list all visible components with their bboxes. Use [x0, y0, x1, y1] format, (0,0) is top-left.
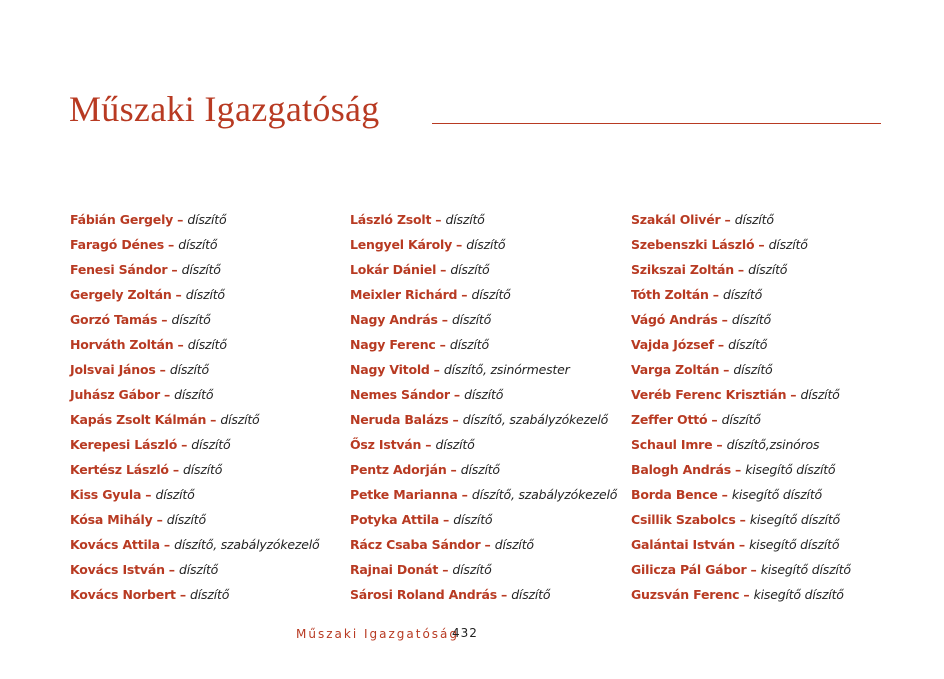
staff-role: díszítő — [464, 387, 504, 402]
separator-dash: – — [758, 237, 765, 252]
page-title: Műszaki Igazgatóság — [69, 89, 380, 129]
staff-entry — [70, 386, 370, 411]
separator-dash: – — [721, 487, 728, 502]
separator-dash: – — [484, 537, 491, 552]
staff-name: Rajnai Donát — [350, 562, 439, 577]
separator-dash: – — [743, 587, 750, 602]
separator-dash: – — [440, 262, 447, 277]
staff-role: díszítő — [728, 337, 768, 352]
staff-role: díszítő — [466, 237, 506, 252]
staff-role: díszítő — [453, 512, 493, 527]
staff-name: Kiss Gyula — [70, 487, 142, 502]
separator-dash: – — [790, 387, 797, 402]
separator-dash: – — [210, 412, 217, 427]
staff-role: díszítő — [722, 287, 763, 302]
separator-dash: – — [716, 437, 723, 452]
separator-dash: – — [175, 287, 182, 302]
staff-role: kisegítő díszítő — [749, 512, 840, 527]
separator-dash: – — [159, 362, 166, 377]
staff-role: kisegítő díszítő — [749, 537, 840, 552]
staff-role: díszítő — [191, 437, 231, 452]
staff-entry — [70, 436, 370, 461]
separator-dash: – — [450, 462, 457, 477]
staff-entry — [350, 586, 650, 611]
separator-dash: – — [500, 587, 508, 602]
staff-entry — [350, 261, 650, 286]
separator-dash: – — [724, 212, 731, 227]
staff-role: díszítő — [220, 412, 260, 427]
staff-entry — [70, 261, 370, 286]
staff-entry — [631, 336, 931, 361]
staff-name: Kertész László — [70, 462, 169, 477]
staff-name: László Zsolt — [350, 212, 432, 227]
staff-role: díszítő — [451, 312, 492, 327]
separator-dash: – — [181, 437, 188, 452]
staff-entry — [350, 486, 650, 511]
staff-entry — [350, 536, 650, 561]
staff-role: díszítő — [748, 262, 788, 277]
separator-dash: – — [161, 312, 168, 327]
staff-entry — [631, 286, 931, 311]
staff-entry — [350, 436, 650, 461]
separator-dash: – — [443, 512, 450, 527]
staff-name: Nagy András — [350, 312, 438, 327]
staff-name: Faragó Dénes — [70, 237, 164, 252]
staff-entry — [631, 236, 931, 261]
staff-entry — [70, 461, 370, 486]
staff-entry — [631, 436, 931, 461]
separator-dash: – — [456, 237, 463, 252]
staff-name: Schaul Imre — [631, 437, 713, 452]
separator-dash: – — [738, 537, 746, 552]
separator-dash: – — [425, 437, 432, 452]
staff-role: díszítő, szabályzókezelő — [471, 487, 618, 502]
separator-dash: – — [750, 562, 757, 577]
staff-name: Juhász Gábor — [70, 387, 160, 402]
staff-role: díszítő — [435, 437, 475, 452]
staff-name: Zeffer Ottó — [631, 412, 708, 427]
separator-dash: – — [717, 337, 725, 352]
separator-dash: – — [739, 512, 746, 527]
staff-name: Guzsván Ferenc — [631, 587, 740, 602]
staff-entry — [631, 261, 931, 286]
staff-role: díszítő — [185, 287, 225, 302]
staff-role: díszítő — [460, 462, 500, 477]
staff-entry — [70, 286, 370, 311]
staff-role: díszítő — [183, 462, 223, 477]
staff-entry — [350, 336, 650, 361]
staff-role: díszítő — [166, 512, 206, 527]
staff-name: Szakál Olivér — [631, 212, 721, 227]
staff-name: Vágó András — [631, 312, 718, 327]
staff-name: Pentz Adorján — [350, 462, 447, 477]
staff-role: díszítő — [155, 487, 195, 502]
separator-dash: – — [168, 562, 176, 577]
staff-name: Kovács Attila — [70, 537, 160, 552]
staff-entry — [631, 411, 931, 436]
staff-entry — [631, 586, 931, 611]
staff-role: díszítő — [190, 587, 230, 602]
staff-entry — [631, 486, 931, 511]
staff-entry — [350, 286, 650, 311]
staff-name: Horváth Zoltán — [70, 337, 174, 352]
separator-dash: – — [721, 312, 728, 327]
staff-name: Nagy Vitold — [350, 362, 430, 377]
separator-dash: – — [712, 287, 719, 302]
staff-name: Jolsvai János — [70, 362, 156, 377]
staff-name: Vajda József — [631, 337, 714, 352]
separator-dash: – — [442, 562, 449, 577]
staff-entry — [70, 311, 370, 336]
staff-role: díszítő, szabályzókezelő — [462, 412, 609, 427]
staff-role: díszítő — [800, 387, 840, 402]
staff-role: díszítő — [471, 287, 511, 302]
staff-name: Kapás Zsolt Kálmán — [70, 412, 207, 427]
staff-name: Balogh András — [631, 462, 731, 477]
staff-role: díszítő — [450, 262, 490, 277]
staff-entry — [350, 461, 650, 486]
staff-entry — [631, 511, 931, 536]
staff-role: díszítő, szabályzókezelő — [174, 537, 320, 552]
staff-entry — [70, 586, 370, 611]
staff-entry — [70, 411, 370, 436]
staff-name: Borda Bence — [631, 487, 718, 502]
staff-entry — [350, 411, 650, 436]
staff-entry — [631, 361, 931, 386]
staff-column-3 — [631, 211, 931, 611]
staff-name: Varga Zoltán — [631, 362, 720, 377]
staff-name: Kósa Mihály — [70, 512, 153, 527]
separator-dash: – — [441, 312, 448, 327]
staff-entry — [350, 511, 650, 536]
staff-entry — [350, 236, 650, 261]
separator-dash: – — [163, 537, 171, 552]
staff-role: kisegítő díszítő — [753, 587, 844, 602]
staff-role: díszítő — [187, 212, 227, 227]
staff-role: díszítő — [181, 262, 221, 277]
separator-dash: – — [145, 487, 152, 502]
staff-role: díszítő,zsinóros — [726, 437, 820, 452]
staff-name: Galántai István — [631, 537, 735, 552]
staff-name: Tóth Zoltán — [631, 287, 709, 302]
separator-dash: – — [734, 462, 742, 477]
staff-column-2 — [350, 211, 650, 611]
staff-role: díszítő — [734, 212, 774, 227]
staff-name: Kerepesi László — [70, 437, 178, 452]
separator-dash: – — [711, 412, 718, 427]
staff-name: Szebenszki László — [631, 237, 755, 252]
staff-entry — [631, 386, 931, 411]
staff-entry — [631, 211, 931, 236]
staff-entry — [70, 336, 370, 361]
staff-name: Nagy Ferenc — [350, 337, 436, 352]
separator-dash: – — [179, 587, 187, 602]
staff-name: Ősz István — [350, 437, 422, 452]
page-number: 432 — [452, 626, 478, 640]
staff-entry — [350, 386, 650, 411]
staff-role: díszítő — [445, 212, 485, 227]
separator-dash: – — [723, 362, 730, 377]
staff-entry — [631, 561, 931, 586]
separator-dash: – — [433, 362, 440, 377]
staff-name: Meixler Richárd — [350, 287, 458, 302]
staff-role: díszítő, zsinórmester — [443, 362, 570, 377]
separator-dash: – — [172, 462, 180, 477]
separator-dash: – — [737, 262, 745, 277]
staff-role: díszítő — [169, 362, 209, 377]
separator-dash: – — [461, 487, 468, 502]
staff-role: díszítő — [171, 312, 211, 327]
staff-column-1 — [70, 211, 370, 611]
staff-entry — [350, 211, 650, 236]
staff-name: Rácz Csaba Sándor — [350, 537, 481, 552]
staff-role: díszítő — [733, 362, 773, 377]
staff-role: kisegítő díszítő — [760, 562, 851, 577]
staff-entry — [70, 536, 370, 561]
staff-name: Veréb Ferenc Krisztián — [631, 387, 787, 402]
staff-role: díszítő — [721, 412, 761, 427]
staff-role: díszítő — [511, 587, 551, 602]
staff-entry — [70, 561, 370, 586]
staff-entry — [70, 486, 370, 511]
staff-entry — [631, 311, 931, 336]
staff-name: Gergely Zoltán — [70, 287, 172, 302]
staff-name: Csillik Szabolcs — [631, 512, 736, 527]
staff-name: Petke Marianna — [350, 487, 458, 502]
staff-name: Lengyel Károly — [350, 237, 453, 252]
staff-name: Lokár Dániel — [350, 262, 437, 277]
staff-name: Potyka Attila — [350, 512, 440, 527]
staff-role: díszítő — [187, 337, 227, 352]
separator-dash: – — [435, 212, 442, 227]
staff-entry — [70, 236, 370, 261]
staff-role: díszítő — [768, 237, 808, 252]
staff-name: Gorzó Tamás — [70, 312, 158, 327]
staff-entry — [631, 536, 931, 561]
footer-section-title: Műszaki Igazgatóság — [296, 627, 460, 641]
staff-name: Nemes Sándor — [350, 387, 450, 402]
staff-role: kisegítő díszítő — [731, 487, 822, 502]
staff-entry — [350, 361, 650, 386]
separator-dash: – — [452, 412, 459, 427]
separator-dash: – — [453, 387, 461, 402]
staff-role: díszítő — [178, 237, 218, 252]
staff-entry — [350, 561, 650, 586]
staff-role: díszítő — [449, 337, 489, 352]
separator-dash: – — [461, 287, 468, 302]
separator-dash: – — [171, 262, 178, 277]
staff-role: díszítő — [494, 537, 534, 552]
separator-dash: – — [163, 387, 171, 402]
separator-dash: – — [167, 237, 175, 252]
staff-role: kisegítő díszítő — [745, 462, 836, 477]
staff-name: Fenesi Sándor — [70, 262, 168, 277]
staff-name: Fábián Gergely — [70, 212, 174, 227]
title-rule — [432, 123, 881, 124]
staff-name: Sárosi Roland András — [350, 587, 497, 602]
staff-name: Neruda Balázs — [350, 412, 449, 427]
staff-name: Kovács István — [70, 562, 165, 577]
staff-entry — [70, 361, 370, 386]
staff-role: díszítő — [452, 562, 492, 577]
staff-entry — [70, 511, 370, 536]
staff-role: díszítő — [731, 312, 772, 327]
staff-entry — [631, 461, 931, 486]
staff-entry — [70, 211, 370, 236]
staff-name: Gilicza Pál Gábor — [631, 562, 747, 577]
staff-role: díszítő — [174, 387, 214, 402]
staff-name: Szikszai Zoltán — [631, 262, 734, 277]
separator-dash: – — [177, 212, 184, 227]
staff-entry — [350, 311, 650, 336]
separator-dash: – — [439, 337, 446, 352]
staff-name: Kovács Norbert — [70, 587, 176, 602]
separator-dash: – — [156, 512, 163, 527]
staff-role: díszítő — [179, 562, 219, 577]
separator-dash: – — [177, 337, 184, 352]
